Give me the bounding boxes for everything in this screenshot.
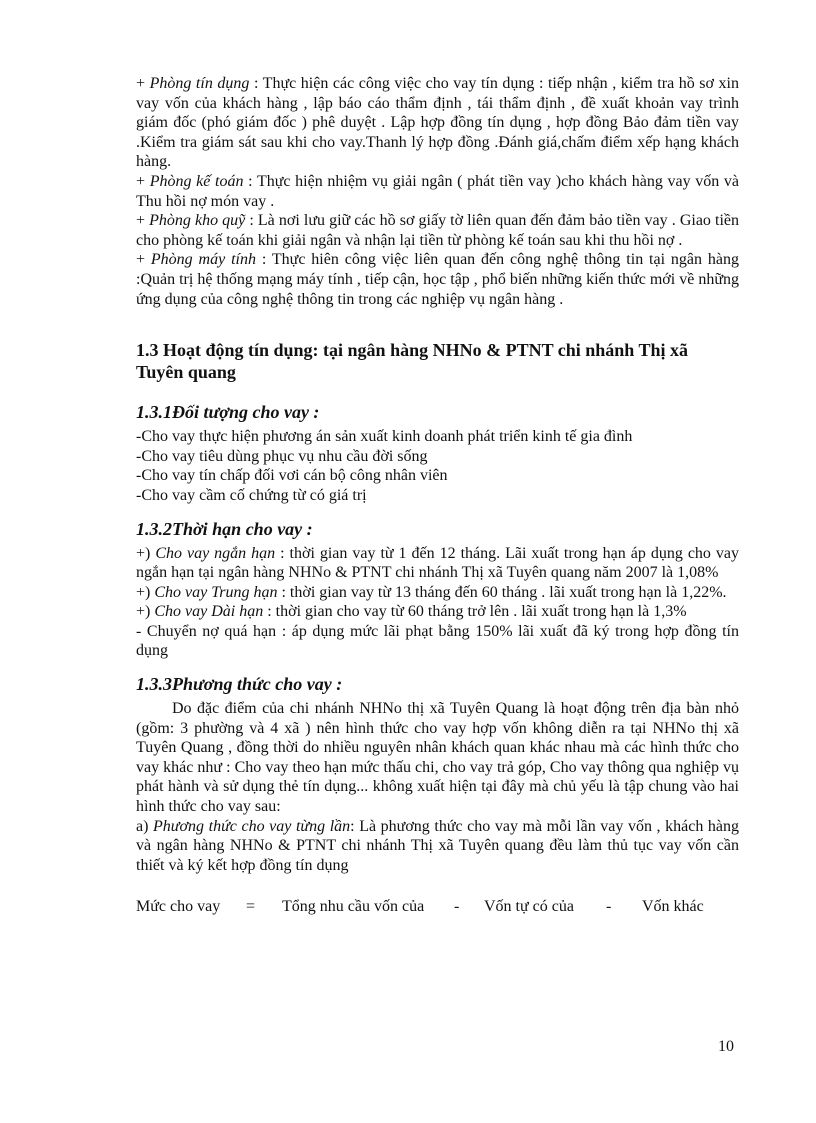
- item-prefix: +): [136, 583, 155, 601]
- dept-name: Phòng kho quỹ: [149, 212, 246, 230]
- formula-equals: =: [246, 898, 256, 916]
- term-name: Cho vay Trung hạn: [154, 583, 278, 601]
- loan-term-list: [136, 544, 739, 662]
- subsection-heading-loan-subjects: 1.3.1Đối tượng cho vay :: [136, 402, 320, 423]
- list-item: -Cho vay cầm cố chứng từ có giá trị: [136, 486, 367, 504]
- loan-method-a: [136, 817, 739, 876]
- dept-treasury: + Phòng kho quỹ : Là nơi lưu giữ các hồ sơ giấy tờ liên quan đến đảm bảo tiền vay . Giao tiền cho phòng kế toán khi giải ngân và nhận lại tiền từ phòng kế toán sau khi thu hồi nợ .: [136, 212, 740, 249]
- subsection-heading-loan-method: 1.3.3Phương thức cho vay :: [136, 674, 343, 695]
- dept-name: Phòng kế toán: [149, 172, 244, 190]
- formula-term-2: Vốn tự có của: [484, 898, 574, 916]
- list-item: [136, 602, 739, 622]
- item-prefix: +): [136, 603, 155, 621]
- departments-list: [136, 74, 739, 309]
- term-text: : thời gian vay từ 1 đến 12 tháng. Lãi xuất trong hạn áp dụng cho vay ngắn hạn tại ngân hàng NHNo & PTNT chi nhánh Thị xã Tuyên quang năm 2007 là 1,08%: [136, 544, 739, 582]
- list-item: -Cho vay thực hiện phương án sản xuất kinh doanh phát triển kinh tế gia đình: [136, 428, 633, 446]
- list-item: -Cho vay tín chấp đối vơi cán bộ công nhân viên: [136, 467, 448, 485]
- subsection-heading-loan-term: 1.3.2Thời hạn cho vay :: [136, 518, 313, 539]
- list-item: -Cho vay tiêu dùng phục vụ nhu cầu đời sống: [136, 447, 428, 465]
- formula-minus-1: -: [454, 898, 460, 916]
- formula-minus-2: -: [606, 898, 612, 916]
- dept-text: : Thực hiện các công việc cho vay tín dụng : tiếp nhận , kiểm tra hồ sơ xin vay vốn của khách hàng , lập báo cáo thẩm định , tái thẩm định , đề xuất khoản vay trình giám đốc (phó giám đốc ) phê duyệt . Lập hợp đồng tín dụng , hợp đồng Bảo đảm tiền vay .Kiểm tra giám sát sau khi cho vay.Thanh lý hợp đồng .Đánh giá,chấm điểm xếp hạng khách hàng.: [136, 75, 740, 171]
- list-item: [136, 622, 739, 661]
- loan-subjects-list: [136, 427, 739, 505]
- term-text: : thời gian vay từ 13 tháng đến 60 tháng . lãi xuất trong hạn là 1,22%.: [277, 583, 727, 601]
- section-heading: 1.3 Hoạt động tín dụng: tại ngân hàng NHNo & PTNT chi nhánh Thị xã Tuyên quang: [136, 340, 688, 383]
- term-text: : thời gian cho vay từ 60 tháng trở lên . lãi xuất trong hạn là 1,3%: [263, 603, 687, 621]
- item-prefix: +): [136, 544, 156, 562]
- page-number: 10: [718, 1038, 734, 1055]
- dept-name: Phòng máy tính: [150, 251, 256, 269]
- item-prefix: a): [136, 817, 154, 835]
- dept-computer: + Phòng máy tính : Thực hiên công việc liên quan đến công nghệ thông tin tại ngân hàng :Quản trị hệ thống mạng máy tính , tiếp cận, học tập , phổ biến những kiến thức mới về những ứng dụng của công nghệ thông tin trong các nghiệp vụ ngân hàng .: [136, 251, 740, 308]
- dept-text: : Là nơi lưu giữ các hồ sơ giấy tờ liên quan đến đảm bảo tiền vay . Giao tiền cho phòng kế toán khi giải ngân và nhận lại tiền từ phòng kế toán sau khi thu hồi nợ .: [136, 212, 740, 249]
- dept-credit: + Phòng tín dụng : Thực hiện các công việc cho vay tín dụng : tiếp nhận , kiểm tra hồ sơ xin vay vốn của khách hàng , lập báo cáo thẩm định , tái thẩm định , đề xuất khoản vay trình giám đốc (phó giám đốc ) phê duyệt . Lập hợp đồng tín dụng , hợp đồng Bảo đảm tiền vay .Kiểm tra giám sát sau khi cho vay.Thanh lý hợp đồng .Đánh giá,chấm điểm xếp hạng khách hàng.: [136, 75, 740, 171]
- term-name: Cho vay Dài hạn: [154, 603, 264, 621]
- term-name: Cho vay ngắn hạn: [155, 544, 276, 562]
- list-item: [136, 544, 739, 583]
- loan-formula: [136, 897, 739, 917]
- formula-lhs: Mức cho vay: [136, 898, 221, 916]
- dept-text: : Thực hiên công việc liên quan đến công nghệ thông tin tại ngân hàng :Quản trị hệ thống mạng máy tính , tiếp cận, học tập , phổ biến những kiến thức mới về những ứng dụng của công nghệ thông tin trong các nghiệp vụ ngân hàng .: [136, 251, 740, 308]
- dept-text: : Thực hiện nhiệm vụ giải ngân ( phát tiền vay )cho khách hàng vay vốn và Thu hồi nợ món vay .: [136, 172, 740, 210]
- formula-term-1: Tổng nhu cầu vốn của: [282, 898, 425, 916]
- formula-term-3: Vốn khác: [642, 898, 704, 916]
- loan-method-intro: Do đặc điểm của chi nhánh NHNo thị xã Tuyên Quang là hoạt động trên địa bàn nhỏ (gồm: 3 phường và 4 xã ) nên hình thức cho vay hợp vốn không diễn ra tại NHNo thị xã Tuyên Quang , đồng thời do nhiều nguyên nhân khách quan khác nhau mà các hình thức cho vay khác như : Cho vay theo hạn mức thấu chi, cho vay trả góp, Cho vay thông qua nghiệp vụ phát hành và sử dụng thẻ tín dụng... không xuất hiện tại đây mà chủ yếu là tập chung vào hai hình thức cho vay sau:: [136, 700, 739, 816]
- method-name: Phương thức cho vay từng lần: [153, 817, 351, 835]
- term-text: - Chuyển nợ quá hạn : áp dụng mức lãi phạt bằng 150% lãi xuất đã ký trong hợp đồng tín dụng: [136, 622, 739, 660]
- list-item: [136, 583, 739, 603]
- dept-name: Phòng tín dụng: [149, 75, 250, 92]
- dept-accounting: + Phòng kế toán : Thực hiện nhiệm vụ giải ngân ( phát tiền vay )cho khách hàng vay vốn và Thu hồi nợ món vay .: [136, 172, 740, 210]
- document-page: [136, 74, 739, 917]
- method-text: : Là phương thức cho vay mà mỗi lần vay vốn , khách hàng và ngân hàng NHNo & PTNT chi nhánh Thị xã Tuyên quang đều làm thủ tục vay vốn cần thiết và ký kết hợp đồng tín dụng: [136, 817, 740, 874]
